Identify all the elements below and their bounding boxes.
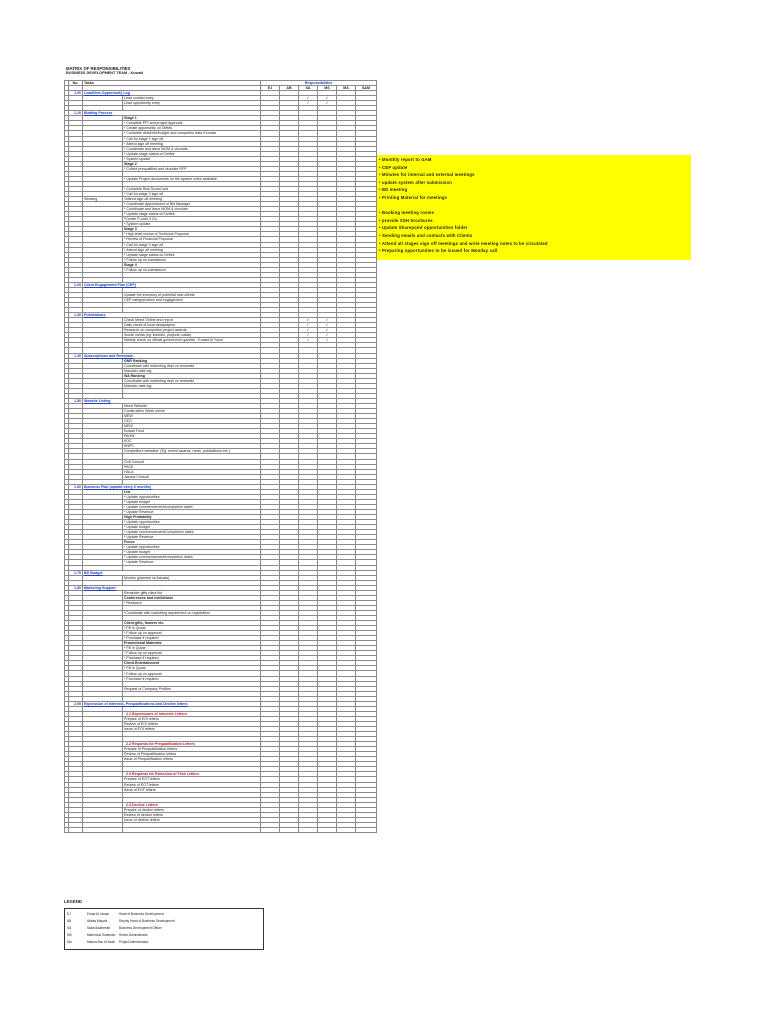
blank-row xyxy=(65,827,377,832)
task-label xyxy=(123,827,261,832)
note-line: • provide SSH brochures xyxy=(379,217,433,223)
section-number: 1.00 xyxy=(69,91,83,96)
task-label: CEP categorization and engagement xyxy=(123,298,261,303)
task-label: Prepare of EOT letters xyxy=(123,777,261,782)
task-label: * Call for stage 3 sign off xyxy=(123,242,261,247)
task-label: WA Ranking xyxy=(123,373,261,378)
check-mark: ✓ xyxy=(299,328,318,333)
task-label: * Update budget xyxy=(123,550,261,555)
legend-code: MA xyxy=(67,940,72,944)
task-label: * Follow up on approval xyxy=(123,651,261,656)
section-title: Marketing Support xyxy=(83,585,261,590)
responsibility-cell xyxy=(337,827,356,832)
task-label: Reminder gifts client list xyxy=(123,590,261,595)
task-label: * Attend sign off meeting xyxy=(123,247,261,252)
task-label: * Update opportunities xyxy=(123,494,261,499)
section-number: 1.60 xyxy=(69,484,83,489)
task-label: Issue of EOI letters xyxy=(123,727,261,732)
task-label: Update the inventory of potential new clients xyxy=(123,292,261,297)
task-label: Review of decline letters xyxy=(123,812,261,817)
task-label: * Coordinate and issue MOM & circulate xyxy=(123,146,261,151)
task-label: * Update stage status on Deltek xyxy=(123,252,261,257)
responsibility-cell xyxy=(356,827,377,832)
task-label: * Update Project documents on the system when available xyxy=(123,176,261,181)
task-label: * Update budget xyxy=(123,525,261,530)
check-mark: ✓ xyxy=(299,333,318,338)
check-mark: ✓ xyxy=(318,101,337,106)
task-label: Stage 3 xyxy=(123,227,261,232)
note-line: • Booking meeting rooms xyxy=(379,210,435,216)
note-line: • CEP update xyxy=(379,164,408,170)
task-label: GNR Ranking xyxy=(123,358,261,363)
task-label: * Update commencement/completion dates xyxy=(123,555,261,560)
number-cell xyxy=(69,827,83,832)
task-label: Meed Website xyxy=(123,404,261,409)
responsibility-cell xyxy=(261,827,280,832)
note-line: • Attend all stages sign off meetings and write meeting notes to be circulated xyxy=(379,240,548,246)
section-number: 1.50 xyxy=(69,398,83,403)
task-label: KOC xyxy=(123,439,261,444)
task-label: Review of EOT letters xyxy=(123,782,261,787)
task-label: * Update opportunities xyxy=(123,545,261,550)
col-person-header: AB xyxy=(280,86,299,91)
task-label: KNPC xyxy=(123,444,261,449)
responsibility-matrix xyxy=(64,80,377,833)
check-mark: ✓ xyxy=(299,318,318,323)
task-label: * Update budget xyxy=(123,499,261,504)
task-label: Client Entertainment xyxy=(123,661,261,666)
task-label: * Review of Financial Proposal xyxy=(123,237,261,242)
task-label: Monitor (planned vs Actuals) xyxy=(123,575,261,580)
check-mark: ✓ xyxy=(318,338,337,343)
legend-name: Mahmoud Sulaiman xyxy=(87,933,116,937)
task-label: Request of Company Profiles xyxy=(123,686,261,691)
task-label: * Follow up on approval xyxy=(123,631,261,636)
task-label: * High level review of Technical Proposal xyxy=(123,232,261,237)
task-label: Jacobs Consult xyxy=(123,474,261,479)
task-label: Daily check of local newspapers xyxy=(123,323,261,328)
col-person-header: MS xyxy=(318,86,337,91)
task-label: * Fill in Quote xyxy=(123,626,261,631)
task-label: * Collect prequalified and circulate RFP xyxy=(123,166,261,171)
col-person-header: SA xyxy=(299,86,318,91)
task-label: * Update stage status on Deltek xyxy=(123,212,261,217)
check-mark: ✓ xyxy=(318,333,337,338)
section-title: Business Plan (update every 6 months) xyxy=(83,484,261,489)
note-line: • Sending emails and contacts with Clients xyxy=(379,233,473,238)
note-line: • Preparing opportunities to be issued for Monday call xyxy=(379,248,498,254)
task-label: MEW xyxy=(123,424,261,429)
col-person-header: SAM xyxy=(356,86,377,91)
task-label: Research on competitor project awards xyxy=(123,328,261,333)
note-line: • Printing Material for meetings xyxy=(379,195,448,200)
task-label: Client gifts, flowers etc. xyxy=(123,621,261,626)
task-label: Maintain date log xyxy=(123,368,261,373)
legend-role: Senior Administrator xyxy=(119,933,148,937)
task-label: Issue of decline letters xyxy=(123,817,261,822)
task-label: High Probability xyxy=(123,515,261,520)
legend-role: Deputy Head of Business Development xyxy=(119,919,175,923)
check-mark: ✓ xyxy=(318,96,337,101)
responsibility-cell xyxy=(318,827,337,832)
section-number: 2.00 xyxy=(69,701,83,706)
check-mark: ✓ xyxy=(318,323,337,328)
task-label: MEW xyxy=(123,414,261,419)
task-label: * Fill in Quote xyxy=(123,646,261,651)
task-label: * Call for stage 2 sign off xyxy=(123,192,261,197)
task-label: * Complete PPI and project Approval xyxy=(123,121,261,126)
task-label: CEO xyxy=(123,419,261,424)
task-label: * Update opportunities xyxy=(123,520,261,525)
note-line: • Minutes for internal and external meetings xyxy=(379,172,475,178)
section-title: Expression of Interests, Prequalifications and Decline letters xyxy=(83,701,261,706)
page-title: MATRIX OF RESPONSIBILITIES xyxy=(66,66,131,71)
responsibilities-header: Responsibilities xyxy=(261,81,377,86)
task-label: HALA xyxy=(123,469,261,474)
section-number: 1.70 xyxy=(69,570,83,575)
section-number: 1.30 xyxy=(69,313,83,318)
task-label: Issue of EOT letters xyxy=(123,787,261,792)
task-label: PACE xyxy=(123,464,261,469)
legend-code: SA xyxy=(67,926,72,930)
task-label: Issue of Prequalification letters xyxy=(123,757,261,762)
task-label: 2.1 Expressions of Interests Letters xyxy=(123,711,261,716)
task-label: Conferences and exhibitions xyxy=(123,595,261,600)
task-label: Stage 2 xyxy=(123,161,261,166)
task-label: * Create opportunity on Deltek xyxy=(123,126,261,131)
task-label: * Update commencement/Completion dates xyxy=(123,530,261,535)
legend-name: Saba Alsaheeah xyxy=(87,926,111,930)
legend-code: EJ xyxy=(67,912,71,916)
section-title: BD Budget xyxy=(83,570,261,575)
task-label: * Call for stage 1 sign off xyxy=(123,136,261,141)
section-number: 1.40 xyxy=(69,353,83,358)
task-label: Weekly check on official government gazette - Kuwait Al Youm xyxy=(123,338,261,343)
legend-role: Project Administrator xyxy=(119,940,149,944)
task-label: * Complete detail fee/budget and competitor data if known xyxy=(123,131,261,136)
task-label: Check Meed Online and report xyxy=(123,318,261,323)
task-label: 2.4 Decline Letters xyxy=(123,802,261,807)
note-line: • BD meeting xyxy=(379,187,408,193)
section-title: Lead/New Opportunity Log xyxy=(83,91,261,96)
check-mark: ✓ xyxy=(299,323,318,328)
lead-cell xyxy=(83,827,123,832)
task-label: * Update Revenue xyxy=(123,560,261,565)
task-label: Lead contact entry xyxy=(123,96,261,101)
section-title: Client Engagement Plan (CEP) xyxy=(83,282,261,287)
task-label: * Follow up on submission xyxy=(123,257,261,262)
section-number: 1.80 xyxy=(69,585,83,590)
legend-code: AB xyxy=(67,919,72,923)
task-label: Kuwait Fund xyxy=(123,429,261,434)
section-title: Bidding Process xyxy=(83,111,261,116)
task-label: Review of Prequalification letters xyxy=(123,752,261,757)
legend-entry xyxy=(65,940,261,945)
legend-entry xyxy=(65,926,261,931)
task-label: Review of EOI letters xyxy=(123,721,261,726)
task-label: * Update stage status on Deltek xyxy=(123,151,261,156)
section-title: Website Listing xyxy=(83,398,261,403)
legend-entry xyxy=(65,912,261,917)
responsibility-cell xyxy=(299,827,318,832)
col-person-header: EJ xyxy=(261,86,280,91)
task-label: Prepare of EOI letters xyxy=(123,716,261,721)
task-label: * Complete Risk ScoreCard xyxy=(123,186,261,191)
legend-name: Manna Bou Al Asab xyxy=(87,940,115,944)
task-label: Gulf Consult xyxy=(123,459,261,464)
check-mark: ✓ xyxy=(299,96,318,101)
task-label: Maintain date log xyxy=(123,383,261,388)
task-label: * Update commencement/completion dates xyxy=(123,504,261,509)
task-label: Stage 1 xyxy=(123,116,261,121)
task-label: * Purchase if required xyxy=(123,636,261,641)
task-label: Prepare of decline letters xyxy=(123,807,261,812)
task-label: * Research xyxy=(123,600,261,605)
note-line: • Update Sharepoint opportunities folder xyxy=(379,225,468,231)
task-label: * Update Revenue xyxy=(123,509,261,514)
legend-entry xyxy=(65,919,261,924)
task-label: PAHW xyxy=(123,434,261,439)
task-label: Coordinate with marketing dept on renewals xyxy=(123,363,261,368)
legend-name: Emad Al Jassar xyxy=(87,912,110,916)
task-label: Construction Week online xyxy=(123,409,261,414)
task-label: * Follow up on approval xyxy=(123,671,261,676)
check-mark: ✓ xyxy=(299,338,318,343)
task-label: * Attend sign off meeting xyxy=(123,141,261,146)
task-label: *Attend sign off meeting xyxy=(123,197,261,202)
task-label: 2.2 Requests for Prequalification Letters xyxy=(123,742,261,747)
task-label: 2.3 Requests for Extension of Time Letters xyxy=(123,772,261,777)
legend-role: Business Development Officer xyxy=(119,926,162,930)
task-notes-box xyxy=(377,155,691,260)
responsibility-cell xyxy=(280,827,299,832)
legend-label: LEGEND xyxy=(64,899,82,904)
task-label: Stage 4 xyxy=(123,262,261,267)
section-title: Publications xyxy=(83,313,261,318)
legend-name: Abbas Mayahi xyxy=(87,919,108,923)
task-label: Social media (eg: linkedin, projects, kalab) xyxy=(123,333,261,338)
task-label: * System update xyxy=(123,156,261,161)
col-tasks-header: Tasks xyxy=(83,81,261,86)
task-label: List xyxy=(123,489,261,494)
task-label: Prepare of Prequalification letters xyxy=(123,747,261,752)
section-number: 1.20 xyxy=(69,282,83,287)
task-label: Competitors websites: (Eg: recent awards, news, publications etc.) xyxy=(123,449,261,454)
legend-box xyxy=(64,908,264,950)
task-label: Coordinate with marketing dept on renewals xyxy=(123,378,261,383)
task-label: * Update Revenue xyxy=(123,535,261,540)
task-label: *Create P code if Go xyxy=(123,217,261,222)
legend-code: MS xyxy=(67,933,72,937)
legend-entry xyxy=(65,933,261,938)
col-no-header: No. xyxy=(69,81,83,86)
task-label: * System update xyxy=(123,222,261,227)
task-label: Focus xyxy=(123,540,261,545)
legend-role: Head of Business Development xyxy=(119,912,164,916)
task-label: Lead opportunity entry xyxy=(123,101,261,106)
task-label: Promotional Materials xyxy=(123,641,261,646)
check-mark: ✓ xyxy=(318,318,337,323)
task-label: * Fill in Quote xyxy=(123,666,261,671)
task-label: * Coordinate and issue MOM & circulate xyxy=(123,207,261,212)
note-line: • Monthly report to GAM xyxy=(379,157,432,162)
page-subtitle: BUSINESS DEVELOPMENT TEAM - Kuwait xyxy=(66,71,143,75)
task-label: * Purchase if required xyxy=(123,656,261,661)
task-label: *Coordinate with marketing department on registration xyxy=(123,610,261,615)
task-label: * Follow up on submission xyxy=(123,267,261,272)
check-mark: ✓ xyxy=(318,328,337,333)
check-mark: ✓ xyxy=(299,101,318,106)
lead-cell: Sending xyxy=(83,197,123,202)
task-label: * Purchase if required xyxy=(123,676,261,681)
task-label: * Coordinate appointment of Bid Manager xyxy=(123,202,261,207)
section-number: 1.10 xyxy=(69,111,83,116)
section-title: Subscriptions and Renewals xyxy=(83,353,261,358)
col-person-header: MA xyxy=(337,86,356,91)
note-line: • update system after submission xyxy=(379,179,453,185)
